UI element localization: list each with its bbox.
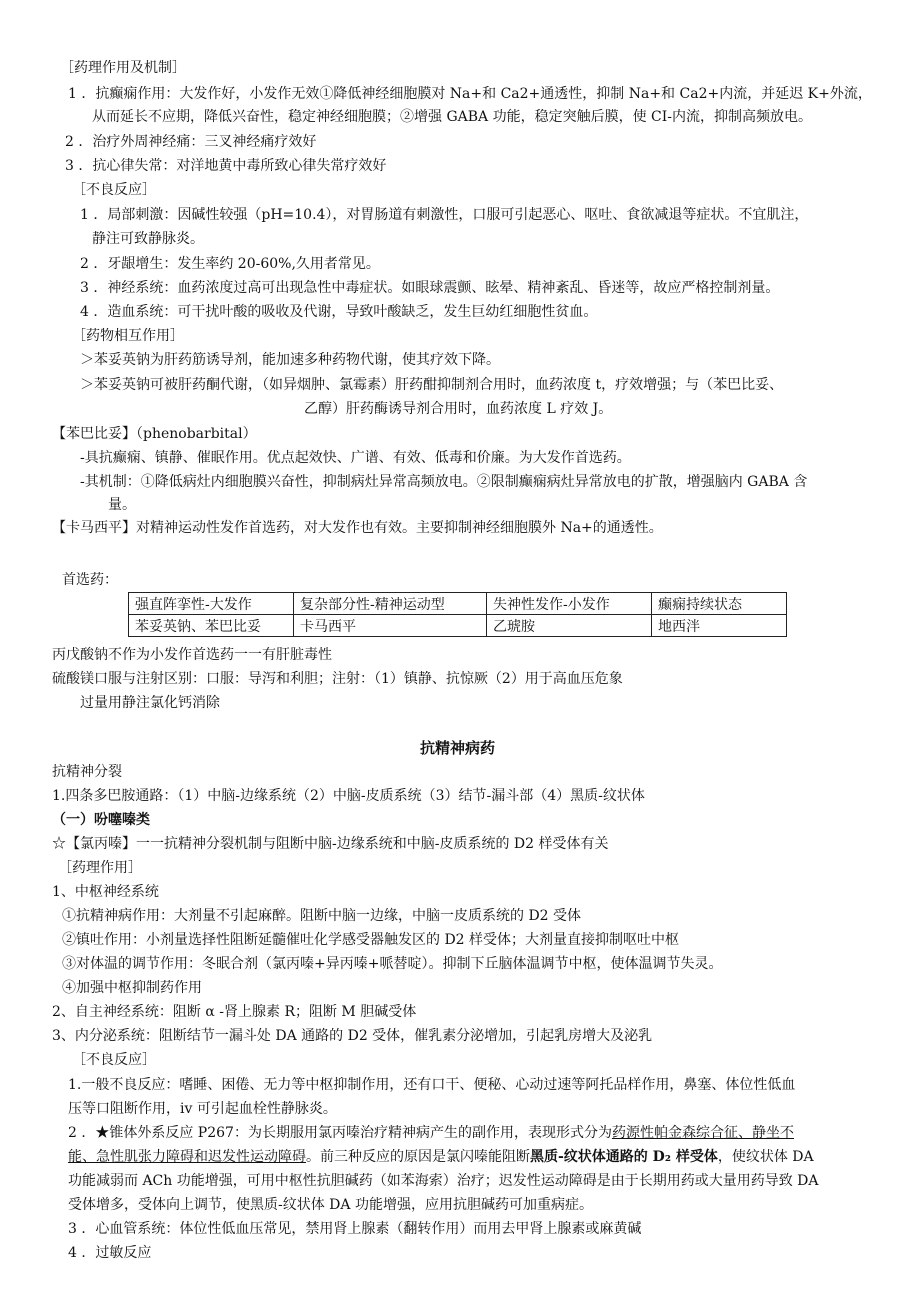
- text-line: 从而延长不应期，降低兴奋性，稳定神经细胞膜；②增强 GABA 功能，稳定突触后膜，使 CI-内流，抑制高频放电。: [92, 109, 813, 125]
- table-cell: 卡马西平: [294, 615, 487, 637]
- text-line: 1 ．局部刺激：因碱性较强（pH=10.4），对胃肠道有刺激性，口服可引起恶心、呕吐、食欲减退等症状。不宜肌注，: [80, 207, 809, 223]
- table-cell: 苯妥英钠、苯巴比妥: [129, 615, 294, 637]
- table-cell: 强直阵挛性-大发作: [129, 593, 294, 615]
- text-line: 3 ．抗心律失常：对洋地黄中毒所致心律失常疗效好: [65, 158, 387, 174]
- heading-pharmacology: ［药理作用及机制］: [60, 60, 186, 76]
- section-title: 抗精神病药: [420, 739, 496, 757]
- text-line: 2 ．治疗外周神经痛：三叉神经痛疗效好: [65, 134, 317, 150]
- table-cell: 失神性发作-小发作: [487, 593, 652, 615]
- heading-pharmacology: ［药理作用］: [58, 860, 142, 876]
- text-line: 2 ．牙龈增生：发生率约 20-60%,久用者常见。: [80, 256, 380, 272]
- text-segment: ，使纹状体 DA: [717, 1149, 814, 1165]
- bold-text: 黑质-纹状体通路的 D₂ 样受体: [530, 1149, 718, 1165]
- text-line: 1.一般不良反应：嗜睡、困倦、无力等中枢抑制作用，还有口干、便秘、心动过速等阿托品样作用，鼻塞、体位性低血: [68, 1077, 796, 1093]
- text-line: 1.四条多巴胺通路：（1）中脑-边缘系统（2）中脑-皮质系统（3）结节-漏斗部（4）黑质-纹状体: [52, 788, 645, 804]
- table-cell: 乙琥胺: [487, 615, 652, 637]
- table-cell: 复杂部分性-精神运动型: [294, 593, 487, 615]
- first-choice-table: [128, 592, 787, 637]
- heading-adverse: ［不良反应］: [72, 182, 156, 198]
- text-line: 4 ．过敏反应: [68, 1245, 152, 1261]
- underlined-text: 能、急性肌张力障碍和迟发性运动障碍: [68, 1149, 306, 1165]
- text-line: 硫酸镁口服与注射区别：口服：导泻和利胆；注射：（1）镇静、抗惊厥（2）用于高血压危象: [52, 671, 623, 687]
- text-line: 4 ．造血系统：可干扰叶酸的吸收及代谢，导致叶酸缺乏，发生巨幼红细胞性贫血。: [80, 304, 598, 320]
- text-line: 1 ．抗癫痫作用：大发作好，小发作无效①降低神经细胞膜对 Na+和 Ca2+通透性，抑制 Na+和 Ca2+内流，并延迟 K+外流，: [68, 86, 872, 102]
- subheading: （一）吩噻嗪类: [52, 812, 150, 828]
- text-line: ＞苯妥英钠为肝药筋诱导剂，能加速多种药物代谢，使其疗效下降。: [80, 352, 500, 368]
- table-row: [129, 593, 787, 615]
- text-line: 3 ．神经系统：血药浓度过高可出现急性中毒症状。如眼球震颤、眩晕、精神紊乱、昏迷等，故应严格控制剂量。: [80, 280, 780, 296]
- first-choice-label: 首选药：: [62, 572, 118, 588]
- text-line: 过量用静注氯化钙消除: [80, 695, 220, 711]
- text-line: 3、内分泌系统：阻断结节一漏斗处 DA 通路的 D2 受体，催乳素分泌增加，引起乳房增大及泌乳: [52, 1028, 653, 1044]
- heading-phenobarbital: 【苯巴比妥】（phenobarbital）: [52, 426, 257, 442]
- heading-carbamazepine: 【卡马西平】对精神运动性发作首选药，对大发作也有效。主要抑制神经细胞膜外 Na+的通透性。: [52, 520, 663, 536]
- text-line: 3 ．心血管系统：体位性低血压常见，禁用肾上腺素（翻转作用）而用去甲肾上腺素或麻黄碱: [68, 1221, 642, 1237]
- text-line: 静注可致静脉炎。: [92, 231, 204, 247]
- table-row: [129, 615, 787, 637]
- text-line: 丙戊酸钠不作为小发作首选药一一有肝脏毒性: [52, 647, 332, 663]
- text-line: ④加强中枢抑制药作用: [62, 980, 202, 996]
- text-segment: 2 ．★锥体外系反应 P267：为长期服用氯丙嗪治疗精神病产生的副作用，表现形式分为: [68, 1125, 612, 1141]
- table-cell: 地西泮: [652, 615, 787, 637]
- underlined-text: 药源性帕金森综合征、静坐不: [611, 1125, 794, 1141]
- text-line: ②镇吐作用：小剂量选择性阻断延髓催吐化学感受器触发区的 D2 样受体；大剂量直接抑制呕吐中枢: [62, 932, 680, 948]
- text-line: ☆【氯丙嗪】一一抗精神分裂机制与阻断中脑-边缘系统和中脑-皮质系统的 D2 样受体有关: [52, 836, 609, 852]
- text-line: [68, 1123, 794, 1143]
- text-line: ＞苯妥英钠可被肝药酮代谢，（如异烟肿、氯霉素）肝药酣抑制剂合用时，血药浓度 t，疗效增强；与（苯巴比妥、: [80, 377, 784, 393]
- text-line: 受体增多，受体向上调节，使黑质-纹状体 DA 功能增强，应用抗胆碱药可加重病症。: [68, 1197, 593, 1213]
- text-line: ③对体温的调节作用：冬眠合剂（氯丙嗪+异丙嗪+哌替啶）。抑制下丘脑体温调节中枢，使体温调节失灵。: [62, 956, 723, 972]
- text-line: -其机制：①降低病灶内细胞膜兴奋性，抑制病灶异常高频放电。②限制癫痫病灶异常放电的扩散，增强脑内 GABA 含: [80, 474, 808, 490]
- text-line: 量。: [108, 497, 136, 513]
- text-segment: 。前三种反应的原因是氯闪嗪能阻断: [306, 1149, 530, 1165]
- text-line: [68, 1147, 814, 1167]
- table-cell: 癫痫持续状态: [652, 593, 787, 615]
- heading-interactions: ［药物相互作用］: [72, 328, 184, 344]
- text-line: -具抗癫痫、镇静、催眠作用。优点起效快、广谱、有效、低毒和价廉。为大发作首选药。: [80, 450, 631, 466]
- text-line: 1、中枢神经系统: [52, 884, 159, 900]
- heading-adverse: ［不良反应］: [72, 1052, 156, 1068]
- text-line: 抗精神分裂: [52, 764, 122, 780]
- text-line: 功能减弱而 ACh 功能增强，可用中枢性抗胆碱药（如苯海索）治疗；迟发性运动障碍是由于长期用药或大量用药导致 DA: [68, 1173, 819, 1189]
- text-line: 2、自主神经系统：阻断 α -肾上腺素 R；阻断 M 胆碱受体: [52, 1004, 417, 1020]
- text-line: ①抗精神病作用：大剂量不引起麻醉。阻断中脑一边缘，中脑一皮质系统的 D2 受体: [62, 908, 582, 924]
- text-line: 乙醇）肝药酶诱导剂合用时，血药浓度 L 疗效 J。: [304, 401, 613, 417]
- text-line: 压等口阻断作用，iv 可引起血栓性静脉炎。: [68, 1101, 337, 1117]
